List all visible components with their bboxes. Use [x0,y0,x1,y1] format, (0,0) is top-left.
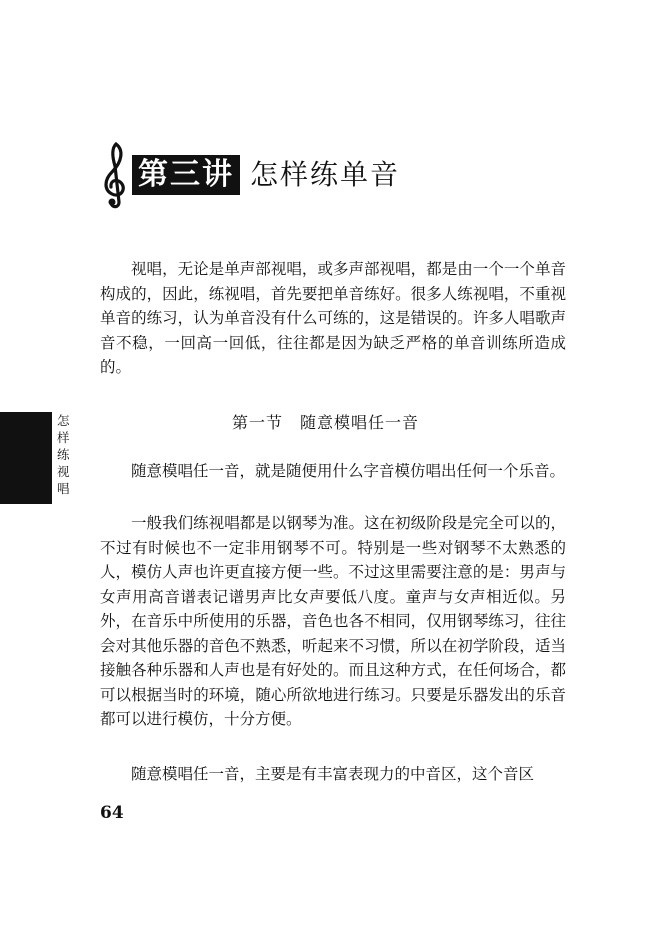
page-number: 64 [100,803,124,823]
bass-clef-icon [2,852,48,902]
treble-clef-icon [100,140,130,210]
chapter-label: 第三讲 [132,155,240,195]
intro-paragraph: 视唱，无论是单声部视唱，或多声部视唱，都是由一个一个单音构成的，因此，练视唱，首先要把单音练好。很多人练视唱，不重视单音的练习，认为单音没有什么可练的，这是错误的。许多人唱歌声音不稳，一回高一回低，往往都是因为缺乏严格的单音训练所造成的。 [100,260,566,376]
body-paragraph: 一般我们练视唱都是以钢琴为准。这在初级阶段是完全可以的，不过有时候也不一定非用钢琴不可。特别是一些对钢琴不太熟悉的人，模仿人声也许更直接方便一些。不过这里需要注意的是：男声与女声用高音谱表记谱男声比女声要低八度。童声与女声相近似。另外，在音乐中所使用的乐器，音色也各不相同，仅用钢琴练习，往往会对其他乐器的音色不熟悉，听起来不习惯，所以在初学阶段，适当接触各种乐器和人声也是有好处的。而且这种方式，在任何场合，都可以根据当时的环境，随心所欲地进行练习。只要是乐器发出的乐音都可以进行模仿，十分方便。 [100,514,566,728]
body-paragraph: 随意模唱任一音，就是随便用什么字音模仿唱出任何一个乐音。 [131,462,566,480]
side-tab-text: 怎样练视唱 [57,413,70,496]
chapter-title: 怎样练单音 [250,158,401,191]
section-title: 第一节 随意模唱任一音 [232,413,420,432]
body-paragraph: 随意模唱任一音，主要是有丰富表现力的中音区，这个音区 [131,765,535,783]
side-tab [0,412,52,504]
chapter-header [100,140,400,210]
